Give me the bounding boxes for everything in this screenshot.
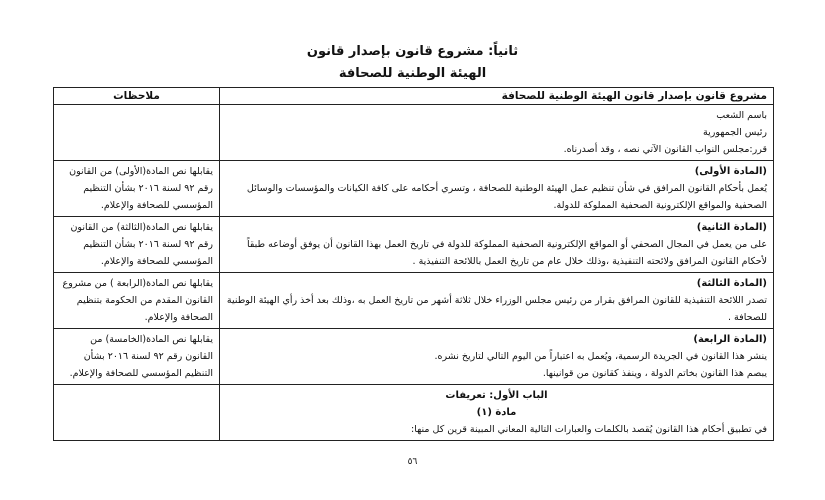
- article-cell: [220, 217, 774, 273]
- article-cell: [220, 161, 774, 217]
- notes-cell: [54, 217, 220, 273]
- preamble-line: رئيس الجمهورية: [703, 127, 767, 138]
- preamble-line: قرر:مجلس النواب القانون الآتي نصه ، وقد أصدرناه.: [563, 144, 767, 155]
- article-text: تصدر اللائحة التنفيذية للقانون المرافق بقرار من رئيس مجلس الوزراء خلال ثلاثة أشهر من تاريخ العمل به ،وذلك بعد أخذ رأي الهيئة الوطنية للصحافة .: [226, 295, 767, 323]
- article-text: ينشر هذا القانون في الجريدة الرسمية، ويُعمل به اعتباراً من اليوم التالي لتاريخ نشره.: [434, 351, 767, 362]
- page-subtitle: الهيئة الوطنية للصحافة: [338, 66, 487, 81]
- chapter-cell: [220, 385, 774, 441]
- article-text: في تطبيق أحكام هذا القانون يُقصد بالكلمات والعبارات التالية المعاني المبينة قرين كل منها:: [411, 424, 767, 435]
- table-row: [54, 217, 774, 273]
- article-cell: [220, 273, 774, 329]
- article-text: يبصم هذا القانون بخاتم الدولة ، وينفذ كقانون من قوانينها.: [542, 368, 767, 379]
- note-text: يقابلها نص المادة(الثالثة) من القانون رقم ٩٢ لسنة ٢٠١٦ بشأن التنظيم المؤسسي للصحافة والإعلام.: [70, 222, 213, 267]
- law-table: [53, 87, 774, 441]
- article-cell: [220, 329, 774, 385]
- article-heading: (المادة الثانية): [696, 222, 767, 233]
- table-row: [54, 329, 774, 385]
- table-row: [54, 273, 774, 329]
- note-text: يقابلها نص المادة(الرابعة ) من مشروع القانون المقدم من الحكومة بتنظيم الصحافة والإعلام.: [62, 278, 213, 323]
- preamble-line: باسم الشعب: [716, 110, 767, 121]
- article-text: يُعمل بأحكام القانون المرافق في شأن تنظيم عمل الهيئة الوطنية للصحافة ، وتسري أحكامه على كافة الكيانات والمؤسسات والوسائل الصحفية والمواقع الإلكترونية الصحفية المملوكة للدولة.: [246, 183, 767, 211]
- notes-cell: [54, 105, 220, 161]
- note-text: يقابلها نص المادة(الأولى) من القانون رقم ٩٢ لسنة ٢٠١٦ بشأن التنظيم المؤسسي للصحافة والإعلام.: [69, 166, 213, 211]
- table-header-row: [54, 88, 774, 105]
- table-row: [54, 161, 774, 217]
- article-text: على من يعمل في المجال الصحفي أو المواقع الإلكترونية الصحفية المملوكة للدولة في تاريخ العمل بهذا القانون أن يوفق أوضاعه طبقاً لأحكام القانون المرافق ولائحته التنفيذية ،وذلك خلال عام من تاريخ العمل باللائحة التنفيذية .: [246, 239, 767, 267]
- notes-cell: [54, 329, 220, 385]
- page-number: ٥٦: [407, 457, 418, 467]
- notes-cell: [54, 161, 220, 217]
- table-row: [54, 385, 774, 441]
- article-heading: مادة (١): [476, 407, 517, 418]
- article-heading: (المادة الرابعة): [693, 334, 767, 345]
- chapter-heading: الباب الأول: تعريفات: [445, 390, 548, 401]
- header-notes: ملاحظات: [54, 88, 220, 105]
- header-main: مشروع قانون بإصدار قانون الهيئة الوطنية للصحافة: [220, 88, 774, 105]
- note-text: يقابلها نص المادة(الخامسة) من القانون رقم ٩٢ لسنة ٢٠١٦ بشأن التنظيم المؤسسي للصحافة والإعلام.: [69, 334, 213, 379]
- notes-cell: [54, 385, 220, 441]
- table-row: [54, 105, 774, 161]
- preamble-cell: [220, 105, 774, 161]
- article-heading: (المادة الثالثة): [696, 278, 767, 289]
- page-title: ثانياً: مشروع قانون بإصدار قانون: [306, 44, 519, 59]
- article-heading: (المادة الأولى): [694, 166, 767, 177]
- notes-cell: [54, 273, 220, 329]
